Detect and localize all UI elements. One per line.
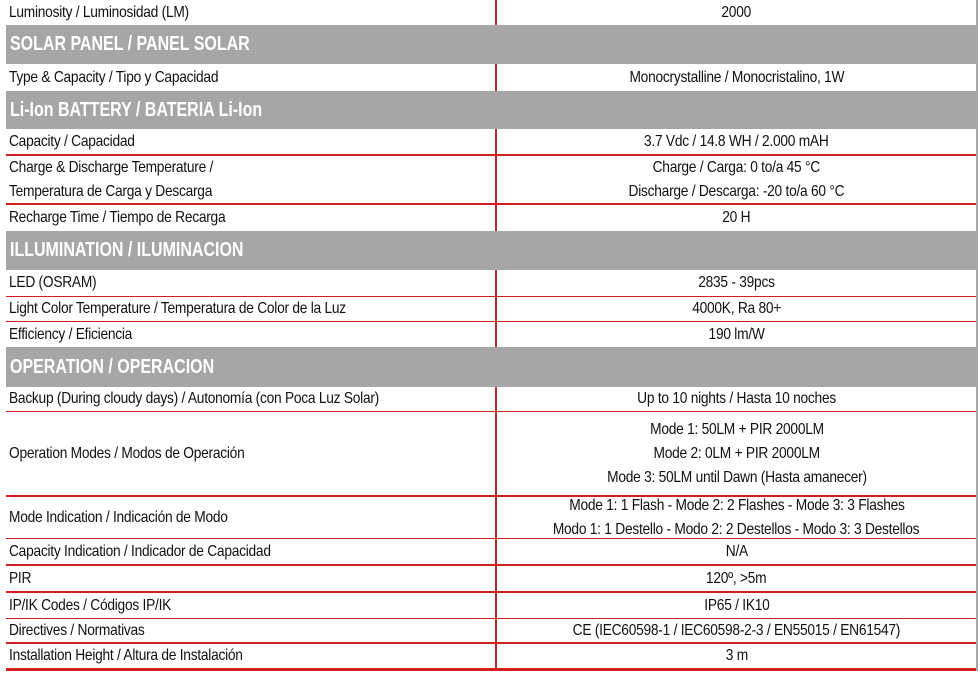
table-row-capacity <box>6 129 976 155</box>
table-row-operation-modes <box>6 411 976 496</box>
row-label <box>9 619 425 643</box>
row-label <box>9 566 425 592</box>
section-header-illumination <box>6 231 976 270</box>
value-text: Mode 3: 50LM until Dawn (Hasta amanecer) <box>606 469 867 486</box>
row-value <box>497 539 976 565</box>
table-row-color-temp <box>6 296 976 321</box>
table-row-directives <box>6 618 976 643</box>
label-text: Recharge Time / Tiempo de Recarga <box>9 209 226 226</box>
value-text: N/A <box>725 543 748 560</box>
row-label <box>9 412 425 496</box>
label-text: Light Color Temperature / Temperatura de Color de la Luz <box>9 300 346 317</box>
table-row-capacity-indication <box>6 538 976 565</box>
row-value <box>497 644 976 668</box>
label-text: Directives / Normativas <box>9 622 145 639</box>
section-header-operation <box>6 347 976 387</box>
row-value <box>497 156 976 204</box>
value-text: 120º, >5m <box>706 570 767 587</box>
label-text: Capacity / Capacidad <box>9 133 135 150</box>
section-title: ILLUMINATION / ILUMINACION <box>10 239 244 261</box>
row-label <box>9 539 425 565</box>
section-header-solar <box>6 25 976 64</box>
table-row-luminosity <box>6 0 976 25</box>
row-value <box>497 412 976 496</box>
row-label <box>9 322 425 347</box>
value-text: 2000 <box>721 3 752 21</box>
value-text: CE (IEC60598-1 / IEC60598-2-3 / EN55015 / EN61547) <box>572 622 901 639</box>
row-label <box>9 497 425 538</box>
section-title: Li-Ion BATTERY / BATERIA Li-Ion <box>10 98 263 121</box>
table-row-pir <box>6 564 976 592</box>
section-header-battery <box>6 91 976 129</box>
value-text: Charge / Carga: 0 to/a 45 °C <box>652 159 821 176</box>
row-label <box>9 644 425 668</box>
row-value <box>497 322 976 347</box>
row-value <box>497 205 976 231</box>
row-label <box>9 297 425 321</box>
label-text: LED (OSRAM) <box>9 274 97 291</box>
value-text: 2835 - 39pcs <box>698 274 775 291</box>
label-text: Efficiency / Eficiencia <box>9 325 133 343</box>
label-text: Type & Capacity / Tipo y Capacidad <box>9 68 219 86</box>
section-title: OPERATION / OPERACION <box>10 355 215 378</box>
label-text: Backup (During cloudy days) / Autonomía (con Poca Luz Solar) <box>9 390 380 407</box>
value-text: Mode 1: 50LM + PIR 2000LM <box>649 421 824 438</box>
row-label <box>9 593 425 618</box>
row-label <box>9 387 425 411</box>
row-value <box>497 497 976 538</box>
table-row-efficiency <box>6 321 976 347</box>
spec-table <box>6 0 976 671</box>
row-value <box>497 64 976 91</box>
table-row-mode-indication <box>6 495 976 538</box>
row-value <box>497 129 976 155</box>
table-row-installation-height <box>6 642 976 668</box>
table-row-charge-temp <box>6 154 976 204</box>
label-text: Mode Indication / Indicación de Modo <box>9 508 228 526</box>
value-text: IP65 / IK10 <box>703 596 770 614</box>
table-row-ip-ik <box>6 591 976 618</box>
row-value <box>497 297 976 321</box>
row-label <box>9 0 425 25</box>
value-text: Mode 2: 0LM + PIR 2000LM <box>653 445 820 462</box>
label-text: Temperatura de Carga y Descarga <box>9 183 213 200</box>
label-text: Operation Modes / Modos de Operación <box>9 445 245 462</box>
value-text: 3.7 Vdc / 14.8 WH / 2.000 mAH <box>644 133 829 150</box>
value-text: 4000K, Ra 80+ <box>692 300 781 317</box>
label-text: PIR <box>9 570 32 587</box>
value-text: 3 m <box>725 647 748 664</box>
row-label <box>9 64 425 91</box>
row-label <box>9 205 425 231</box>
row-label <box>9 270 425 296</box>
row-label <box>9 156 425 204</box>
table-row-led <box>6 270 976 296</box>
value-text: Modo 1: 1 Destello - Modo 2: 2 Destellos - Modo 3: 3 Destellos <box>553 520 920 538</box>
value-text: 190 lm/W <box>708 325 765 343</box>
row-value <box>497 0 976 25</box>
row-value <box>497 566 976 592</box>
row-value <box>497 270 976 296</box>
label-text: Installation Height / Altura de Instalación <box>9 647 243 664</box>
table-right-border <box>976 0 978 671</box>
value-text: Mode 1: 1 Flash - Mode 2: 2 Flashes - Mode 3: 3 Flashes <box>568 496 905 514</box>
row-value <box>497 619 976 643</box>
row-label <box>9 129 425 155</box>
row-value <box>497 593 976 618</box>
row-value <box>497 387 976 411</box>
table-row-recharge-time <box>6 203 976 231</box>
section-title: SOLAR PANEL / PANEL SOLAR <box>10 33 250 55</box>
value-text: Monocrystalline / Monocristalino, 1W <box>629 68 844 86</box>
table-row-backup <box>6 387 976 411</box>
value-text: Discharge / Descarga: -20 to/a 60 °C <box>628 183 845 200</box>
table-row-type-capacity <box>6 64 976 91</box>
table-bottom-border <box>6 668 976 671</box>
value-text: Up to 10 nights / Hasta 10 noches <box>637 390 836 407</box>
label-text: IP/IK Codes / Códigos IP/IK <box>9 596 172 614</box>
label-text: Capacity Indication / Indicador de Capacidad <box>9 543 271 560</box>
label-text: Luminosity / Luminosidad (LM) <box>9 3 189 21</box>
value-text: 20 H <box>722 209 751 226</box>
label-text: Charge & Discharge Temperature / <box>9 159 214 176</box>
